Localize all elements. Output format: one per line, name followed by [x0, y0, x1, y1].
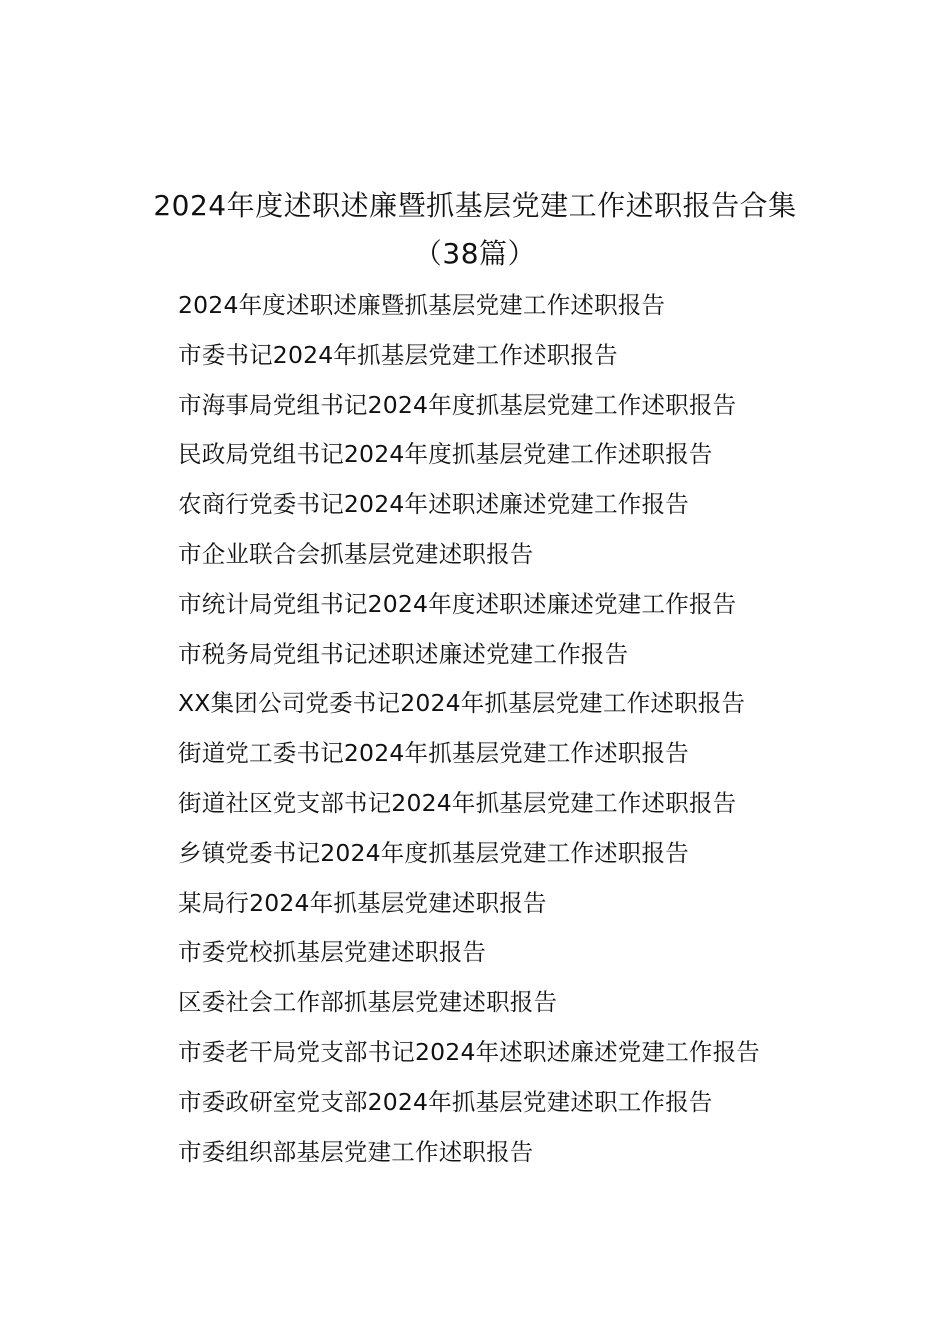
document-title	[0, 182, 950, 278]
toc-item[interactable]: 市委党校抓基层党建述职报告	[178, 938, 487, 967]
toc-item[interactable]: 市税务局党组书记述职述廉述党建工作报告	[178, 639, 629, 668]
toc-item[interactable]: 乡镇党委书记2024年度抓基层党建工作述职报告	[178, 838, 689, 867]
toc-item[interactable]: 民政局党组书记2024年度抓基层党建工作述职报告	[178, 440, 713, 469]
toc-item[interactable]: 某局行2024年抓基层党建述职报告	[178, 888, 547, 917]
toc-item[interactable]: 区委社会工作部抓基层党建述职报告	[178, 988, 558, 1017]
toc-item[interactable]: 街道党工委书记2024年抓基层党建工作述职报告	[178, 739, 689, 768]
toc-item[interactable]: 市委书记2024年抓基层党建工作述职报告	[178, 340, 618, 369]
toc-item[interactable]: XX集团公司党委书记2024年抓基层党建工作述职报告	[178, 689, 746, 718]
toc-item[interactable]: 市委政研室党支部2024年抓基层党建述职工作报告	[178, 1087, 713, 1116]
toc-item[interactable]: 市委组织部基层党建工作述职报告	[178, 1137, 534, 1166]
title-line-1: 2024年度述职述廉暨抓基层党建工作述职报告合集	[153, 189, 797, 222]
toc-item[interactable]: 农商行党委书记2024年述职述廉述党建工作报告	[178, 490, 689, 519]
toc-item[interactable]: 2024年度述职述廉暨抓基层党建工作述职报告	[178, 291, 666, 319]
title-line-2: （38篇）	[413, 237, 537, 270]
toc-item[interactable]: 市企业联合会抓基层党建述职报告	[178, 539, 534, 568]
toc-item[interactable]: 市海事局党组书记2024年度抓基层党建工作述职报告	[178, 390, 737, 419]
table-of-contents	[178, 281, 918, 1177]
toc-item[interactable]: 市统计局党组书记2024年度述职述廉述党建工作报告	[178, 589, 737, 618]
toc-item[interactable]: 市委老干局党支部书记2024年述职述廉述党建工作报告	[178, 1037, 761, 1066]
toc-item[interactable]: 街道社区党支部书记2024年抓基层党建工作述职报告	[178, 788, 737, 817]
